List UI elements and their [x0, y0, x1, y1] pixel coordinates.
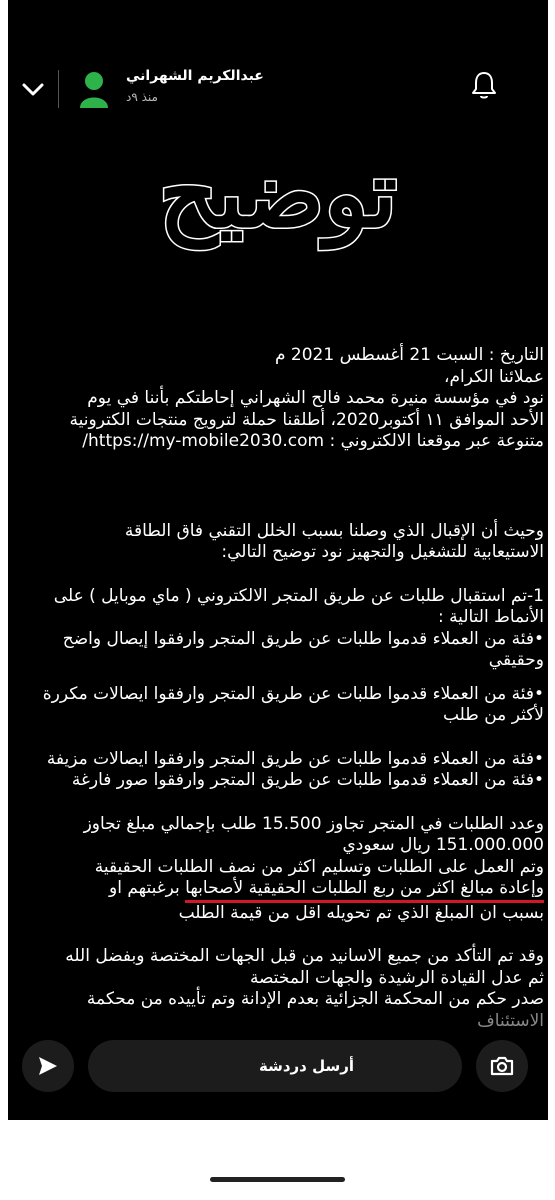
body-line: الاستيعابية للتشغيل والتجهيز نود توضيح التالي:: [221, 542, 544, 562]
body-line: وعدد الطلبات في المتجر تجاوز 15.500 طلب بإجمالي مبلغ تجاوز: [83, 813, 544, 834]
body-line: بسبب ان المبلغ الذي تم تحويله اقل من قيمة الطلب: [178, 902, 544, 923]
story-header: [8, 58, 548, 120]
body-line: وتم العمل على الطلبات وتسليم اكثر من نصف الطلبات الحقيقية: [94, 856, 544, 877]
chat-bar: [8, 1040, 548, 1120]
red-underline-text: وإعادة مبالغ اكثر من ربع الطلبات الحقيقية لأصحابها: [185, 878, 544, 903]
greeting-line: عملائنا الكرام،: [444, 366, 544, 387]
send-button[interactable]: [22, 1040, 74, 1092]
user-avatar-icon[interactable]: [78, 70, 110, 108]
bullet-line: •فئة من العملاء قدموا طلبات عن طريق المتجر وارفقوا ايصالات مزيفة: [46, 748, 544, 769]
home-indicator-area: [0, 1120, 555, 1200]
body-line: الأنماط التالية :: [437, 607, 544, 627]
send-arrow-icon: [36, 1054, 60, 1078]
bullet-line: •فئة من العملاء قدموا طلبات عن طريق المتجر وارفقوا صور فارغة: [71, 770, 544, 790]
chat-input[interactable]: أرسل دردشة: [88, 1040, 462, 1092]
body-line: صدر حكم من المحكمة الجزائية بعدم الإدانة وتم تأييده من محكمة: [86, 989, 544, 1009]
underlined-line: [14, 878, 544, 903]
header-divider: [58, 70, 59, 108]
body-line: الاستئناف: [477, 1010, 544, 1031]
bullet-line: لأكثر من طلب: [442, 705, 544, 725]
body-line: الأحد الموافق ١١ أكتوبر2020، أطلقنا حملة لترويج منتجات الكترونية: [69, 409, 544, 430]
bullet-line: وحقيقي: [488, 650, 544, 670]
user-name[interactable]: عبدالكريم الشهراني: [126, 68, 264, 84]
chevron-down-icon[interactable]: [20, 76, 46, 102]
body-line: نود في مؤسسة منيرة محمد فالح الشهراني إحاطتكم بأننا في يوم: [87, 388, 544, 408]
date-line: التاريخ : السبت 21 أغسطس 2021 م: [274, 345, 544, 365]
body-line: وقد تم التأكد من جميع الاسانيد من قبل الجهات المختصة وبفضل الله: [65, 946, 544, 966]
body-line-tail: برغبتهم او: [109, 878, 180, 898]
bullet-line: •فئة من العملاء قدموا طلبات عن طريق المتجر وارفقوا ايصالات مكررة: [42, 683, 544, 704]
camera-button[interactable]: [476, 1040, 528, 1092]
body-line: ثم عدل القيادة الرشيدة والجهات المختصة: [249, 967, 544, 988]
home-indicator[interactable]: [210, 1177, 345, 1182]
body-line: 1-تم استقبال طلبات عن طريق المتجر الالكتروني ( ماي موبايل ) على: [53, 585, 544, 606]
post-time: منذ ٩د: [126, 90, 158, 104]
body-line: 151.000.000 ريال سعودي: [342, 835, 544, 855]
bell-icon[interactable]: [470, 70, 498, 100]
body-line: وحيث أن الإقبال الذي وصلنا بسبب الخلل التقني فاق الطاقة: [124, 520, 544, 541]
website-line: متنوعة عبر موقعنا الالكتروني : https://my-mobile2030.com/: [82, 431, 544, 451]
bullet-line: •فئة من العملاء قدموا طلبات عن طريق المتجر وارفقوا إيصال واضح: [62, 628, 544, 649]
document-title: توضيح: [158, 140, 398, 248]
camera-icon: [489, 1054, 515, 1078]
document-body: [14, 345, 544, 1032]
